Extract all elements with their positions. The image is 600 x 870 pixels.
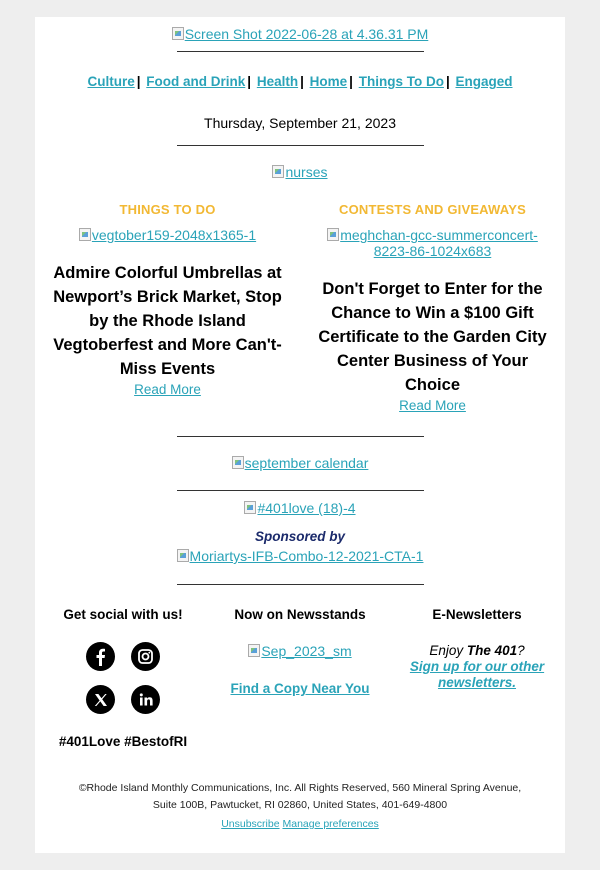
brand-name: The 401 [466,643,518,658]
manage-preferences-link[interactable]: Manage preferences [282,818,379,830]
linkedin-icon[interactable] [131,685,160,714]
divider [177,490,424,491]
hero-image[interactable] [35,164,565,182]
broken-image-icon [79,228,91,241]
legal-text [35,780,565,814]
calendar-image-alt[interactable]: september calendar [244,455,369,471]
issue-date: Thursday, September 21, 2023 [204,115,396,131]
story-image[interactable] [45,227,290,245]
story-kicker: THINGS TO DO [119,202,216,217]
nav-health[interactable]: Health [256,74,299,89]
broken-image-icon [272,165,284,178]
banner-image-alt[interactable]: Screen Shot 2022-06-28 at 4.36.31 PM [184,26,429,42]
legal-line: ©Rhode Island Monthly Communications, Inc. All Rights Reserved, 560 Mineral Spring Avenue, [78,782,522,794]
find-copy-link[interactable]: Find a Copy Near You [230,681,370,696]
x-icon[interactable] [86,685,115,714]
story-headline[interactable]: Don't Forget to Enter for the Chance to Win a $100 Gift Certificate to the Garden City Center Business of Your Choice [318,280,547,394]
divider [177,584,424,585]
love-image[interactable] [35,500,565,518]
facebook-icon[interactable] [86,642,115,671]
story-headline[interactable]: Admire Colorful Umbrellas at Newport’s Brick Market, Stop by the Rhode Island Vegtoberfest and More Can't-Miss Events [53,264,282,378]
nav-culture[interactable]: Culture [87,74,135,89]
broken-image-icon [327,228,339,241]
nav-food-and-drink[interactable]: Food and Drink [146,74,246,89]
unsubscribe-link[interactable]: Unsubscribe [221,818,280,830]
footer-newsletters [389,607,565,691]
divider [177,51,424,52]
social-title: Get social with us! [63,607,183,622]
divider [177,145,424,146]
footer-newsstands [212,607,388,696]
instagram-icon[interactable] [131,642,160,671]
legal-line: Suite 100B, Pawtucket, RI 02860, United States, 401-649-4800 [152,799,448,811]
broken-image-icon [232,456,244,469]
category-nav: Culture | Food and Drink | Health | Home | Things To Do | Engaged [87,74,513,89]
story-image-alt[interactable]: vegtober159-2048x1365-1 [91,227,257,243]
hero-image-alt[interactable]: nurses [285,164,328,180]
nav-home[interactable]: Home [309,74,348,89]
enjoy-text: Enjoy The 401? [429,643,525,658]
nav-things-to-do[interactable]: Things To Do [358,74,444,89]
read-more-link[interactable]: Read More [399,398,466,413]
email-body [35,17,565,853]
story-kicker: CONTESTS AND GIVEAWAYS [339,202,526,217]
preference-links [35,818,565,830]
story-image[interactable] [310,227,555,261]
calendar-image[interactable] [35,455,565,473]
cover-image[interactable] [212,643,388,661]
footer-social [35,607,211,622]
newsstands-title: Now on Newsstands [234,607,366,622]
story-image-alt[interactable]: meghchan-gcc-summerconcert-8223-86-1024x683 [340,227,538,259]
broken-image-icon [248,644,260,657]
story-contests [310,202,555,413]
sponsor-image[interactable] [35,548,565,566]
cover-image-alt[interactable]: Sep_2023_sm [261,643,352,659]
love-image-alt[interactable]: #401love (18)-4 [257,500,356,516]
broken-image-icon [177,549,189,562]
sponsor-image-alt[interactable]: Moriartys-IFB-Combo-12-2021-CTA-1 [189,548,424,564]
broken-image-icon [244,501,256,514]
nav-engaged[interactable]: Engaged [455,74,513,89]
story-things-to-do [45,202,290,397]
read-more-link[interactable]: Read More [134,382,201,397]
broken-image-icon [172,27,184,40]
newsletters-title: E-Newsletters [432,607,522,622]
header-banner[interactable] [35,26,565,44]
signup-link[interactable]: Sign up for our other newsletters. [409,659,545,690]
divider [177,436,424,437]
sponsored-by-label: Sponsored by [254,529,345,544]
hashtags: #401Love #BestofRI [58,734,188,749]
